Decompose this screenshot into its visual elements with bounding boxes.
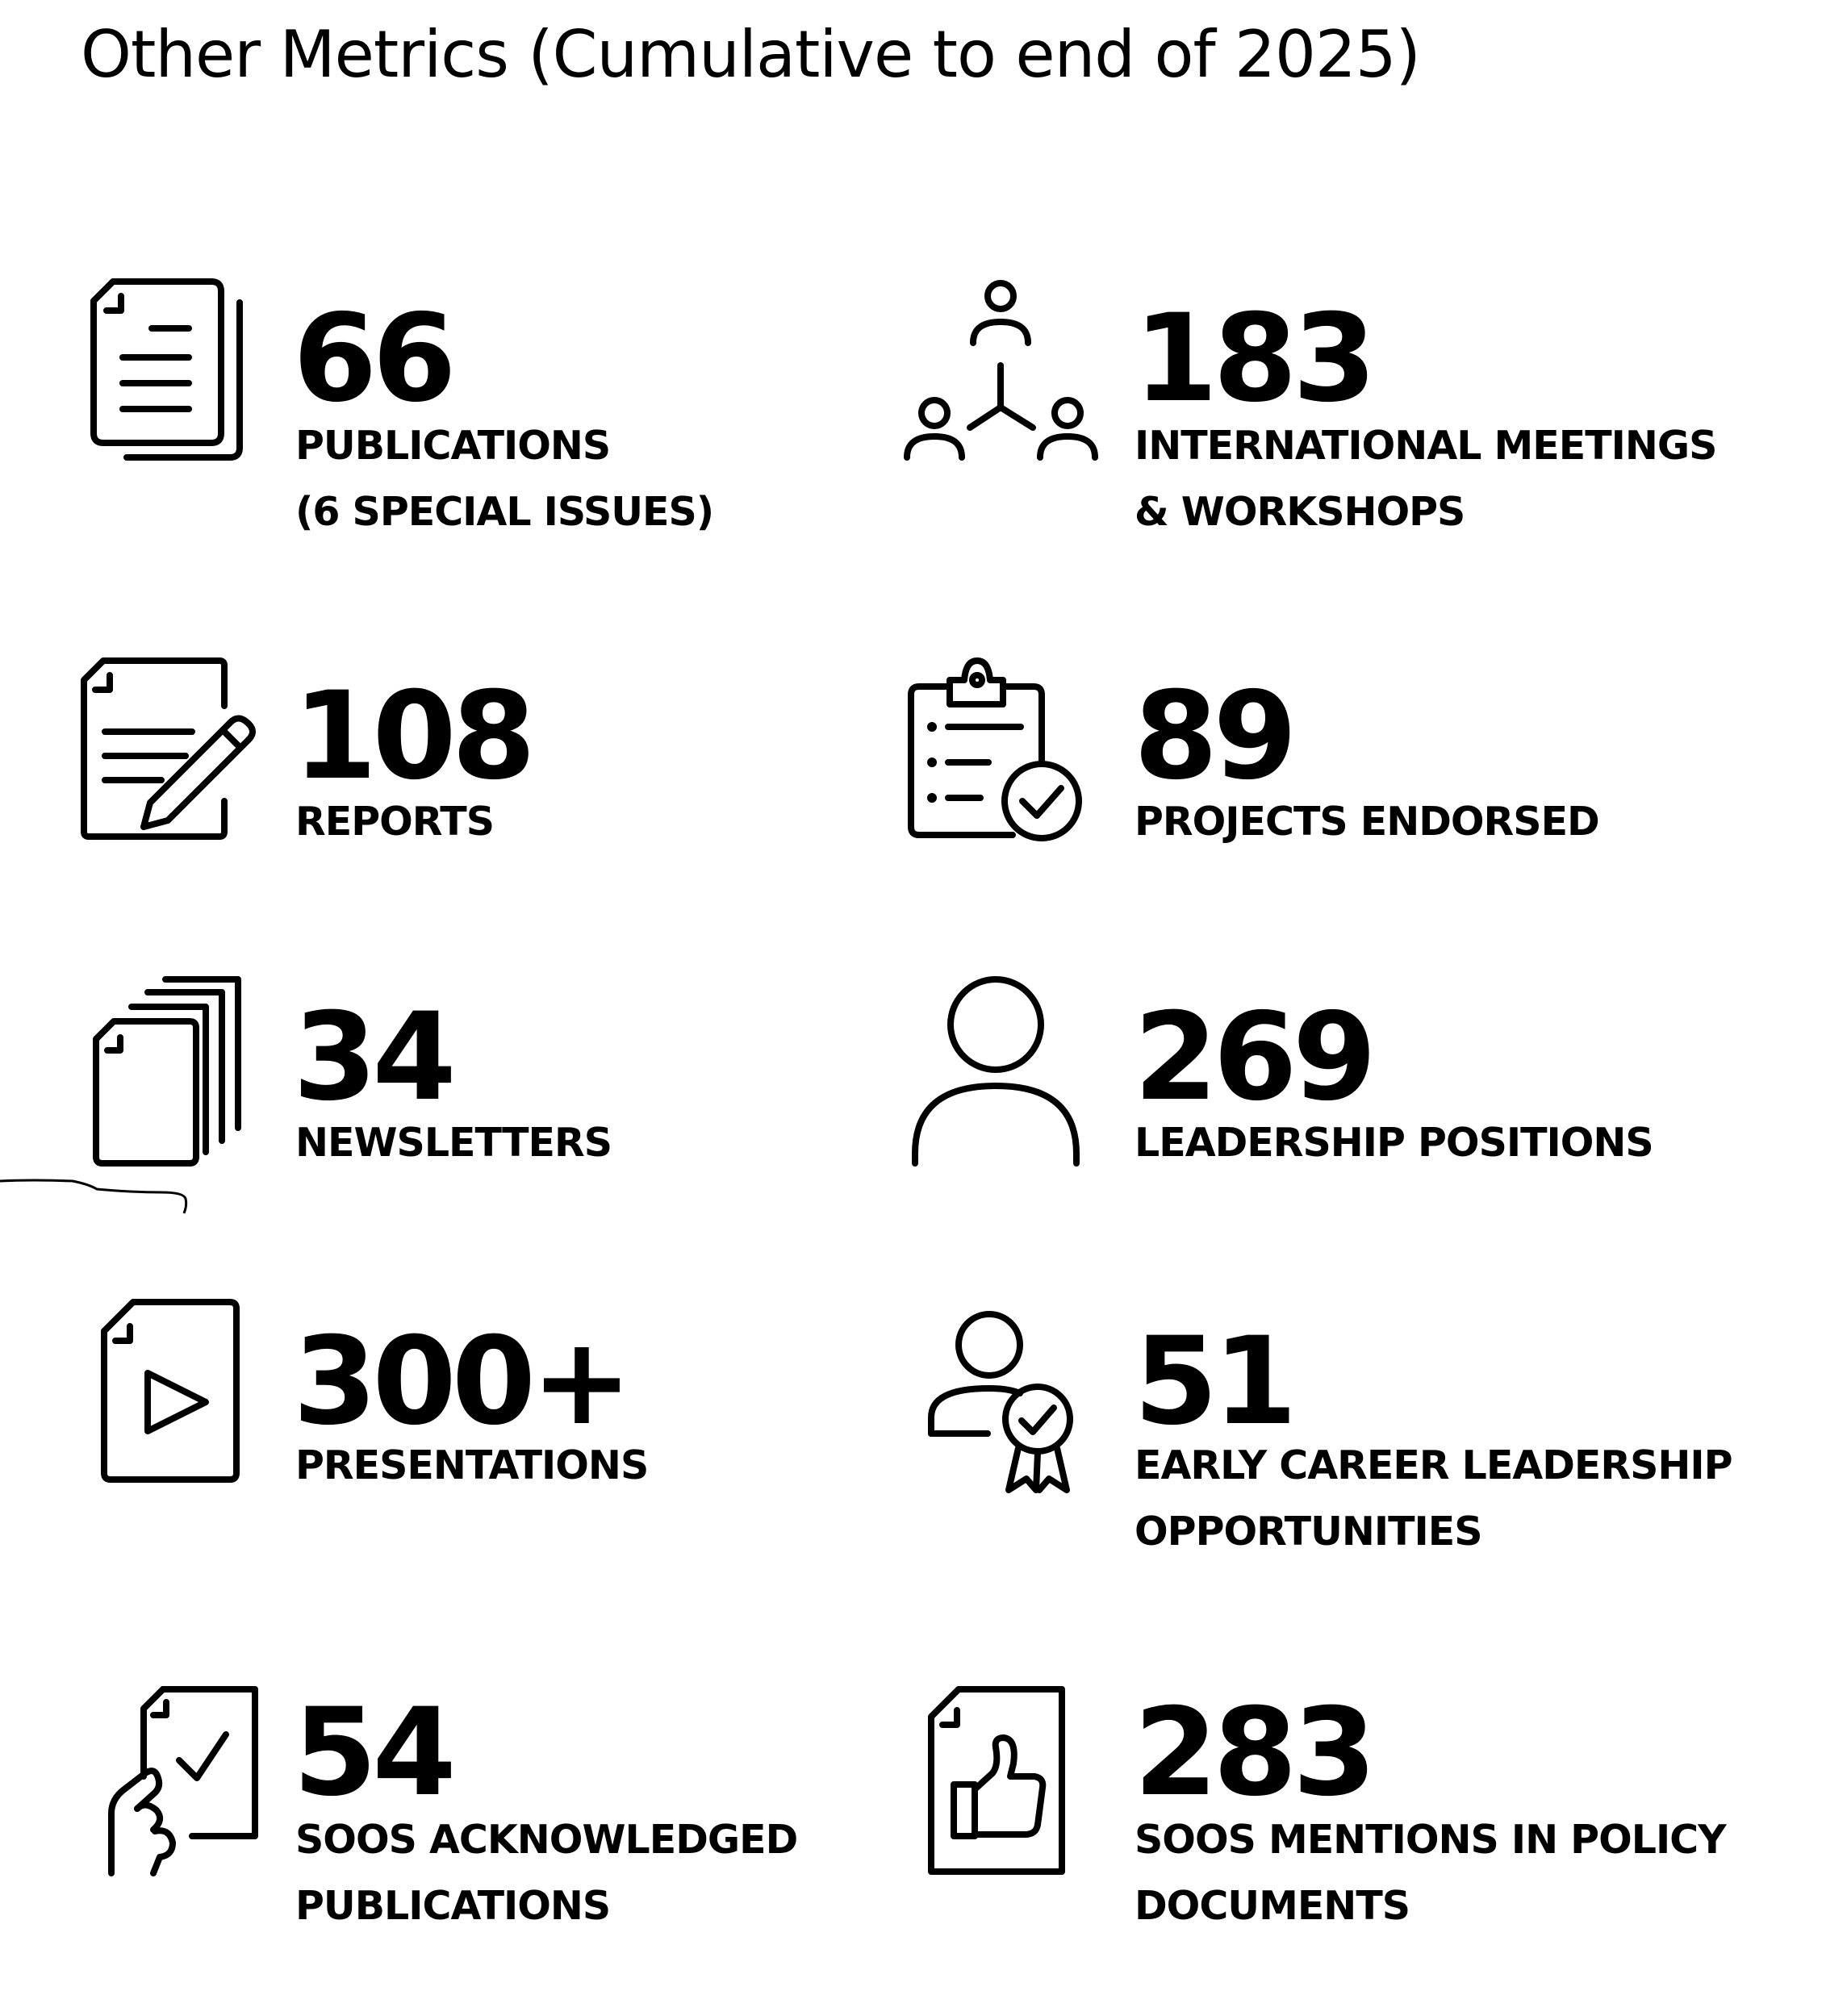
metric-value: 269 — [1134, 987, 1373, 1128]
metric-label-line: REPORTS — [295, 799, 495, 845]
metric-label — [1135, 789, 1599, 855]
metric-label — [295, 413, 713, 545]
metric-label — [1135, 413, 1716, 545]
metric-label — [1135, 1110, 1653, 1176]
metric-value: 34 — [293, 987, 452, 1128]
metric-value: 89 — [1134, 666, 1293, 807]
metric-label-line: PUBLICATIONS — [295, 423, 611, 469]
metric-value: 51 — [1134, 1312, 1293, 1452]
metric-label — [1135, 1433, 1732, 1565]
metric-label-line: EARLY CAREER LEADERSHIP — [1135, 1442, 1732, 1488]
metric-value: 283 — [1134, 1683, 1373, 1823]
metric-label — [295, 789, 494, 855]
metric-value: 108 — [293, 666, 532, 807]
metric-value: 66 — [293, 289, 452, 429]
metric-value: 300+ — [293, 1312, 628, 1452]
metric-label-line: DOCUMENTS — [1135, 1883, 1410, 1929]
video-file-icon — [101, 1299, 246, 1492]
hand-document-check-icon — [105, 1686, 266, 1888]
metric-label-line: (6 SPECIAL ISSUES) — [295, 489, 714, 535]
metric-label — [295, 1110, 612, 1176]
pages-stack-icon — [93, 976, 254, 1170]
document-thumbs-up-icon — [928, 1686, 1073, 1880]
metric-label-line: LEADERSHIP POSITIONS — [1135, 1120, 1653, 1166]
person-award-icon — [928, 1311, 1089, 1505]
metric-label-line: NEWSLETTERS — [295, 1120, 612, 1166]
stray-line-mark — [0, 1154, 194, 1222]
document-edit-icon — [81, 657, 258, 843]
metric-label — [295, 1807, 797, 1939]
metric-value: 54 — [293, 1683, 452, 1823]
documents-stack-icon — [90, 278, 252, 464]
metric-label — [295, 1433, 648, 1499]
metric-label-line: PRESENTATIONS — [295, 1442, 649, 1488]
page-title: Other Metrics (Cumulative to end of 2025) — [81, 17, 1420, 92]
metric-value: 183 — [1134, 289, 1373, 429]
metric-label-line: INTERNATIONAL MEETINGS — [1135, 423, 1717, 469]
person-icon — [912, 976, 1089, 1170]
metric-label-line: PROJECTS ENDORSED — [1135, 799, 1599, 845]
metric-label-line: OPPORTUNITIES — [1135, 1509, 1482, 1555]
metric-label-line: & WORKSHOPS — [1135, 489, 1465, 535]
metric-label — [1135, 1807, 1726, 1939]
metric-label-line: SOOS ACKNOWLEDGED — [295, 1817, 798, 1863]
metric-label-line: SOOS MENTIONS IN POLICY — [1135, 1817, 1726, 1863]
clipboard-check-icon — [908, 657, 1085, 851]
network-people-icon — [904, 278, 1097, 464]
metric-label-line: PUBLICATIONS — [295, 1883, 611, 1929]
